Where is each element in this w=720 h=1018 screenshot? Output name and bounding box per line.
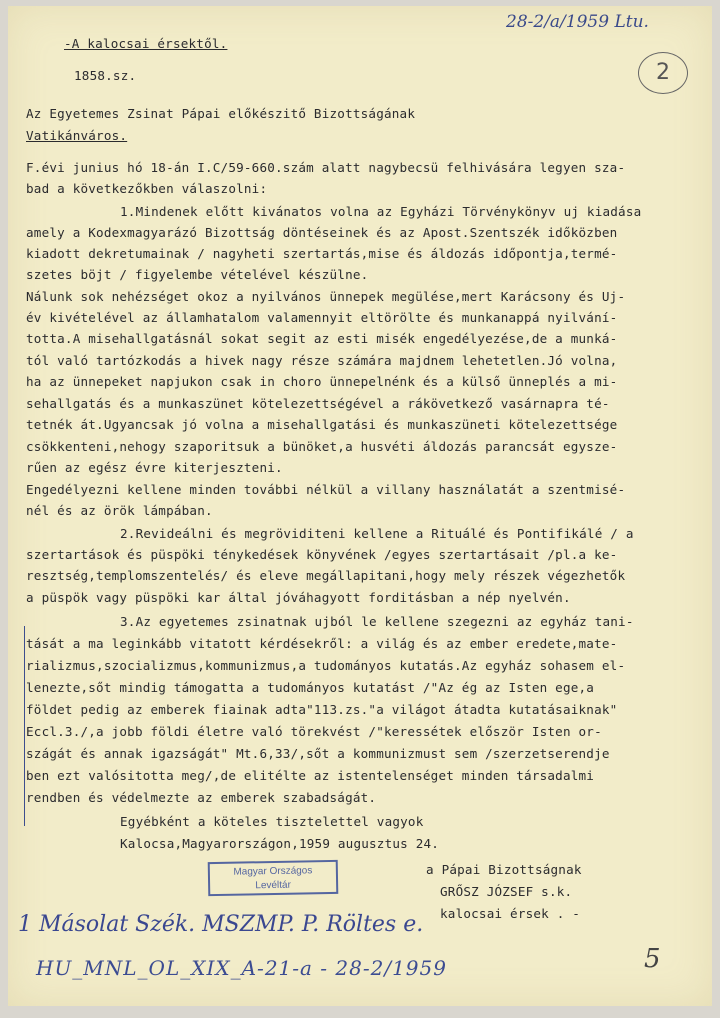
body-line: ha az ünnepeket napjukon csak in choro ünnepelnénk és a külső ünneplés a mi- bbox=[26, 374, 618, 389]
closing-line: Egyébként a köteles tisztelettel vagyok bbox=[120, 814, 424, 829]
address-line-1: Az Egyetemes Zsinat Pápai előkészitő Bizottságának bbox=[26, 106, 416, 121]
body-line: szertartások és püspöki ténykedések könyvének /egyes szertartásait /pl.a ke- bbox=[26, 547, 618, 562]
document-number: 1858.sz. bbox=[74, 68, 137, 83]
body-line: amely a Kodexmagyarázó Bizottság döntéseinek és az Apost.Szentszék időközben bbox=[26, 225, 618, 240]
body-line: csökkenteni,nehogy szaporitsuk a bünöket,a husvéti áldozás parancsát egysze- bbox=[26, 439, 618, 454]
body-line: bad a következőkben válaszolni: bbox=[26, 181, 268, 196]
stamp-line-2: Levéltár bbox=[255, 879, 292, 892]
margin-mark bbox=[24, 626, 25, 826]
body-line: rűen az egész évre kiterjeszteni. bbox=[26, 460, 283, 475]
body-line: resztség,templomszentelés/ és eleve megállapitani,hogy mely részek végezhetők bbox=[26, 568, 626, 583]
body-line: Engedélyezni kellene minden további nélkül a villany használatát a szentmisé- bbox=[26, 482, 626, 497]
body-line: F.évi junius hó 18-án I.C/59-660.szám alatt nagybecsü felhivására legyen sza- bbox=[26, 160, 626, 175]
body-line: Nálunk sok nehézséget okoz a nyilvános ünnepek megülése,mert Karácsony és Uj- bbox=[26, 289, 626, 304]
body-line: tól való tartózkodás a hivek nagy része számára majdnem lehetetlen.Jó volna, bbox=[26, 353, 618, 368]
body-line: 2.Revideálni és megröviditeni kellene a Rituálé és Pontifikálé / a bbox=[120, 526, 634, 541]
body-line: nél és az örök lámpában. bbox=[26, 503, 213, 518]
body-line: rializmus,szocializmus,kommunizmus,a tudományos kutatás.Az egyház sohasem el- bbox=[26, 658, 626, 673]
body-line: ben ezt valósitotta meg/,de elitélte az istentelenséget minden társadalmi bbox=[26, 768, 595, 783]
handwritten-archive-reference: HU_MNL_OL_XIX_A-21-a - 28-2/1959 bbox=[36, 956, 447, 980]
signature-name: GRŐSZ JÓZSEF s.k. bbox=[440, 884, 573, 899]
place-date-line: Kalocsa,Magyarországon,1959 augusztus 24. bbox=[120, 836, 440, 851]
archive-stamp bbox=[208, 860, 339, 896]
handwritten-copy-note: 1 Másolat Szék. MSZMP. P. Röltes e. bbox=[18, 912, 424, 937]
address-line-2: Vatikánváros. bbox=[26, 128, 128, 143]
body-line: 1.Mindenek előtt kivánatos volna az Egyházi Törvénykönyv uj kiadása bbox=[120, 204, 642, 219]
signature-title: kalocsai érsek . - bbox=[440, 906, 581, 921]
archive-reference-top: 28-2/a/1959 Ltu. bbox=[506, 12, 649, 32]
body-line: szágát és annak igazságát" Mt.6,33/,sőt a kommunizmust sem /szerzetserendje bbox=[26, 746, 610, 761]
body-line: sehallgatás és a munkaszünet kötelezettségével a rákövetkező vasárnapra té- bbox=[26, 396, 610, 411]
body-line: a püspök vagy püspöki kar által jóváhagyott forditásban a nép nyelvén. bbox=[26, 590, 571, 605]
body-line: szetes böjt / figyelembe vételével készülne. bbox=[26, 267, 369, 282]
body-line: tetnék át.Ugyancsak jó volna a misehallgatási és munkaszüneti kötelezettsége bbox=[26, 417, 618, 432]
body-line: rendben és védelmezte az emberek szabadságát. bbox=[26, 790, 377, 805]
body-line: kiadott dekretumainak / nagyheti szertartás,mise és áldozás időpontja,termé- bbox=[26, 246, 618, 261]
body-line: földet pedig az emberek fiainak adta"113.zs."a világot átadta kutatásaiknak" bbox=[26, 702, 618, 717]
handwritten-page-number: 5 bbox=[644, 944, 661, 974]
body-line: tását a ma leginkább vitatott kérdésekről: a világ és az ember eredete,mate- bbox=[26, 636, 618, 651]
document-page bbox=[8, 6, 712, 1006]
stamp-line-1: Magyar Országos bbox=[233, 865, 313, 878]
circled-number: 2 bbox=[638, 52, 688, 94]
body-line: lenezte,sőt mindig támogatta a tudományos kutatást /"Az ég az Isten ege,a bbox=[26, 680, 595, 695]
body-line: Eccl.3./,a jobb földi életre való törekvést /"keressétek először Isten or- bbox=[26, 724, 602, 739]
sender-heading: -A kalocsai érsektől. bbox=[64, 36, 228, 51]
body-line: év kivételével az államhatalom valamennyit eltörölte és munkanappá nyilvání- bbox=[26, 310, 618, 325]
body-line: 3.Az egyetemes zsinatnak ujból le kellene szegezni az egyház tani- bbox=[120, 614, 634, 629]
signature-line-1: a Pápai Bizottságnak bbox=[426, 862, 582, 877]
body-line: totta.A misehallgatásnál sokat segit az esti misék engedélyezése,de a munká- bbox=[26, 331, 618, 346]
